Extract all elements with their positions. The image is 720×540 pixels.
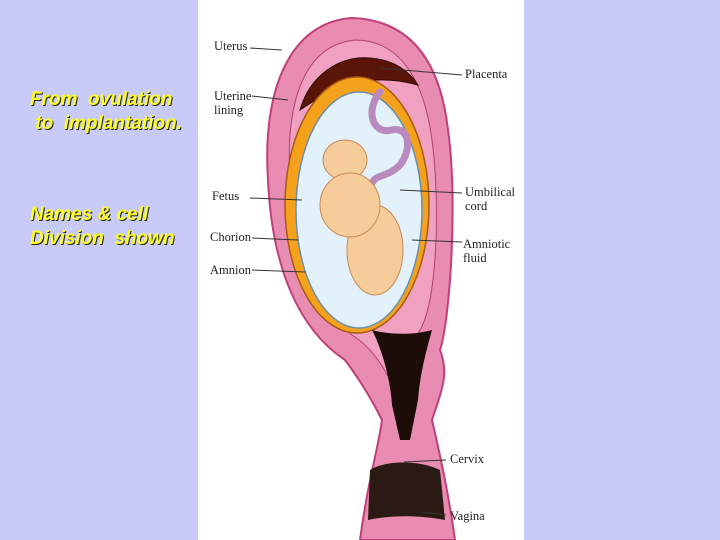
- label-vagina: Vagina: [450, 509, 485, 523]
- label-amnion: Amnion: [210, 263, 251, 277]
- vaginal-opening: [368, 463, 445, 521]
- slide-text-names-division: Names & cell Division shown: [30, 204, 175, 249]
- label-uterine-lining: Uterine lining: [214, 89, 252, 117]
- label-uterus: Uterus: [214, 39, 248, 53]
- label-fetus: Fetus: [212, 189, 240, 203]
- label-cervix: Cervix: [450, 452, 485, 466]
- label-amniotic-fluid: Amniotic fluid: [463, 237, 511, 265]
- uterus-diagram-panel: [198, 0, 524, 540]
- slide-text-ovulation: From ovulation to implantation.: [30, 89, 182, 134]
- label-chorion: Chorion: [210, 230, 251, 244]
- label-umbilical-cord: Umbilical cord: [465, 185, 515, 213]
- uterus-diagram: [198, 0, 524, 540]
- label-placenta: Placenta: [465, 67, 508, 81]
